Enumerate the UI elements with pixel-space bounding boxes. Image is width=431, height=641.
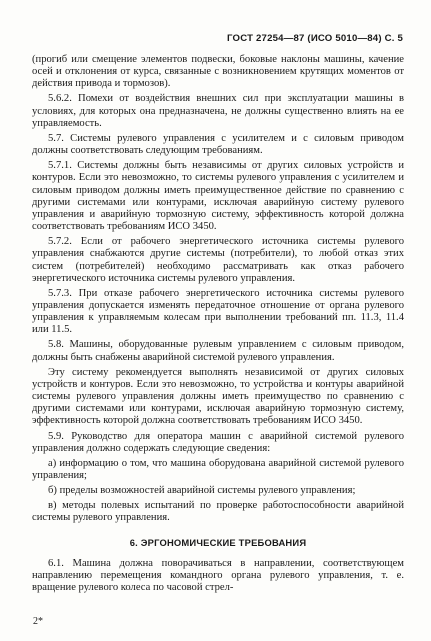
paragraph-5-7-3: 5.7.3. При отказе рабочего энергетического источника системы рулевого управления допускается изменять передаточное отношение от органа рулевого управления к управляемым колесам при выполнении требований пп. 11.3, 11.4 или 11.5. [32, 287, 404, 336]
document-body [32, 54, 404, 594]
paragraph-5-8-note: Эту систему рекомендуется выполнять независимой от других силовых устройств и контуров. Если это невозможно, то устройства и контуры аварийной системы рулевого управления должны иметь преимущество по сравнению с другими системами или контурами, исключая аварийную тормозную систему, эффективность которой должна соответствовать требованиям ИСО 3450. [32, 366, 404, 427]
paragraph-5-7: 5.7. Системы рулевого управления с усилителем и с силовым приводом должны соответствовать следующим требованиям. [32, 132, 404, 157]
list-item-b: б) пределы возможностей аварийной системы рулевого управления; [48, 485, 356, 497]
paragraph-6-1: 6.1. Машина должна поворачиваться в направлении, соответствующем направлению перемещения командного органа рулевого управления, т. е. вращение рулевого колеса по часовой стрел- [32, 557, 404, 594]
paragraph-continuation: (прогиб или смещение элементов подвески, боковые наклоны машины, качение осей и отклонения от курса, связанные с возникновением крутящих моментов от действия привода и тормозов). [32, 54, 404, 90]
paragraph-5-9: 5.9. Руководство для оператора машин с аварийной системой рулевого управления должно содержать следующие сведения: [32, 430, 404, 454]
paragraph-5-6-2: 5.6.2. Помехи от воздействия внешних сил при эксплуатации машины в условиях, для которых она предназначена, не должны существенно влиять на ее управляемость. [32, 93, 404, 129]
paragraph-5-7-2: 5.7.2. Если от рабочего энергетического источника системы рулевого управления снабжаются другие системы (потребители), то любой отказ этих систем (потребителей) необходимо рассматривать как отказ рабочего энергетического источника системы рулевого управления. [32, 236, 404, 284]
page-signature-mark: 2* [33, 616, 43, 627]
list-item-a: а) информацию о том, что машина оборудована аварийной системой рулевого управления; [32, 457, 404, 481]
list-item-v: в) методы полевых испытаний по проверке работоспособности аварийной системы рулевого управления. [32, 500, 404, 524]
section-title: 6. ЭРГОНОМИЧЕСКИЕ ТРЕБОВАНИЯ [129, 536, 307, 548]
page-header: ГОСТ 27254—87 (ИСО 5010—84) С. 5 [227, 33, 403, 44]
paragraph-5-7-1: 5.7.1. Системы должны быть независимы от других силовых устройств и контуров. Если это невозможно, то системы рулевого управления с усилителем и силовым приводом должны иметь преимущественное действие по сравнению с другими системами или контурами, исключая аварийную систему рулевого управления и аварийную тормозную систему, эффективность которой должна соответствовать требованиям ИСО 3450. [32, 160, 404, 233]
paragraph-5-8: 5.8. Машины, оборудованные рулевым управлением с силовым приводом, должны быть снабжены аварийной системой рулевого управления. [32, 339, 404, 363]
